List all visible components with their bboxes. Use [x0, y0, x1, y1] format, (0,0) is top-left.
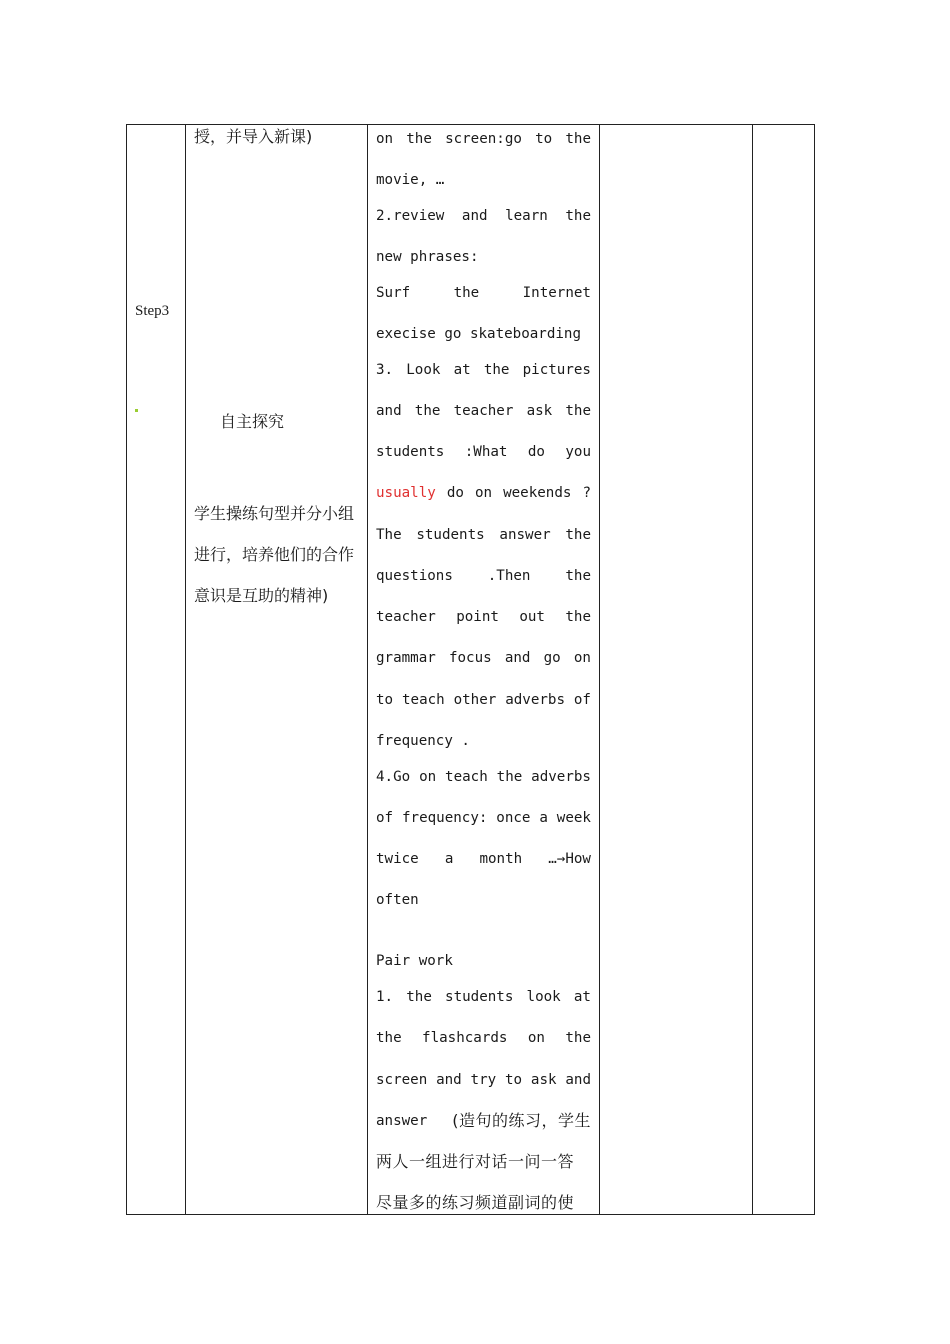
procedure-word: week	[556, 810, 591, 826]
procedure-word: the	[565, 403, 591, 419]
procedure-word: and	[504, 650, 531, 666]
procedure-word: a	[444, 851, 454, 867]
procedure-word: the	[414, 403, 441, 419]
procedure-line	[376, 566, 591, 586]
activity-cell	[186, 125, 367, 1214]
procedure-word: grammar	[376, 650, 436, 666]
procedure-line	[376, 987, 591, 1007]
procedure-line	[376, 607, 591, 627]
procedure-line	[376, 360, 591, 380]
procedure-word: to	[535, 131, 553, 147]
procedure-line	[376, 324, 591, 344]
activity-paragraph: 学生操练句型并分小组进行，培养他们的合作意识是互助的精神)	[194, 504, 355, 605]
procedure-word: ask	[530, 1072, 557, 1088]
procedure-line	[376, 129, 591, 149]
procedure-word: to	[504, 1072, 523, 1088]
procedure-word: Internet	[522, 285, 591, 301]
empty-cell	[753, 125, 815, 1214]
procedure-word: weekends	[503, 485, 572, 501]
procedure-word: and	[376, 403, 402, 419]
procedure-word: students	[416, 527, 485, 543]
procedure-word: adverbs	[531, 769, 591, 785]
procedure-word: answer	[376, 1113, 428, 1129]
procedure-word: on	[573, 650, 591, 666]
procedure-word: pictures	[522, 362, 591, 378]
procedure-word: screen:go	[445, 131, 522, 147]
procedure-cell	[368, 125, 599, 1214]
procedure-word: Pair work	[376, 953, 453, 969]
mark-dot	[135, 409, 138, 412]
procedure-word: try	[470, 1072, 497, 1088]
procedure-word: ?	[582, 485, 591, 501]
procedure-word: teacher	[376, 609, 436, 625]
procedure-word: and	[461, 208, 488, 224]
procedure-word: on	[527, 1030, 545, 1046]
procedure-line	[376, 283, 591, 303]
procedure-word: do	[527, 444, 545, 460]
procedure-word: a	[539, 810, 548, 826]
procedure-word: Surf	[376, 285, 411, 301]
procedure-word: month	[479, 851, 523, 867]
procedure-word: frequency:	[401, 810, 488, 826]
procedure-word: (造句的练习，学生	[452, 1111, 591, 1130]
procedure-word: the	[483, 362, 510, 378]
procedure-word: of	[376, 810, 394, 826]
procedure-word: the	[565, 568, 591, 584]
procedure-line	[376, 1193, 591, 1213]
procedure-word: focus	[448, 650, 492, 666]
procedure-word: at	[453, 362, 471, 378]
procedure-line	[376, 442, 591, 462]
procedure-word: on	[419, 769, 437, 785]
procedure-word: the	[406, 989, 432, 1005]
section-title: 自主探究	[220, 412, 285, 431]
procedure-line	[376, 1070, 591, 1090]
procedure-word: teach	[401, 692, 445, 708]
procedure-word: and	[565, 1072, 591, 1088]
procedure-word: 两人一组进行对话一问一答	[376, 1152, 575, 1171]
procedure-word: movie, …	[376, 172, 445, 188]
procedure-word: 3.	[376, 362, 394, 378]
procedure-word: do	[446, 485, 464, 501]
procedure-line	[376, 690, 591, 710]
empty-cell	[600, 125, 752, 1214]
procedure-word: other	[453, 692, 497, 708]
procedure-word: new phrases:	[376, 249, 479, 265]
procedure-word: …→How	[548, 851, 591, 867]
procedure-word: frequency .	[376, 733, 470, 749]
procedure-word: the	[406, 131, 432, 147]
procedure-word: teach	[445, 769, 488, 785]
procedure-line	[376, 849, 591, 869]
procedure-word: the	[565, 609, 591, 625]
procedure-word: the	[565, 527, 591, 543]
procedure-line	[376, 731, 591, 751]
procedure-word: 1.	[376, 989, 394, 1005]
procedure-word: often	[376, 892, 419, 908]
procedure-word: the	[565, 131, 591, 147]
procedure-line	[376, 951, 591, 971]
procedure-line	[376, 247, 591, 267]
procedure-word: the	[565, 208, 591, 224]
procedure-word: The	[376, 527, 402, 543]
procedure-word: teacher	[453, 403, 514, 419]
procedure-word: 尽量多的练习频道副词的使	[376, 1193, 575, 1212]
procedure-word: usually	[376, 485, 436, 501]
procedure-word: screen	[376, 1072, 428, 1088]
procedure-word: on	[474, 485, 493, 501]
procedure-line	[376, 1111, 591, 1131]
procedure-word: at	[573, 989, 591, 1005]
procedure-word: answer	[499, 527, 551, 543]
lesson-plan-table	[126, 124, 815, 1215]
procedure-word: 4.Go	[376, 769, 411, 785]
procedure-word: and	[436, 1072, 462, 1088]
step-label: Step3	[135, 303, 170, 319]
procedure-word: once	[496, 810, 531, 826]
procedure-line	[376, 648, 591, 668]
procedure-line	[376, 206, 591, 226]
procedure-line	[376, 525, 591, 545]
procedure-word: on	[376, 131, 394, 147]
procedure-word: Look	[406, 362, 441, 378]
procedure-line	[376, 767, 591, 787]
procedure-word: .Then	[487, 568, 531, 584]
procedure-line	[376, 808, 591, 828]
procedure-word: of	[573, 692, 591, 708]
procedure-line	[376, 170, 591, 190]
procedure-line	[376, 1028, 591, 1048]
procedure-word: point	[456, 609, 499, 625]
procedure-word: learn	[505, 208, 548, 224]
procedure-word: twice	[376, 851, 419, 867]
procedure-word: the	[453, 285, 480, 301]
procedure-word: :What	[464, 444, 508, 460]
procedure-word: ask	[526, 403, 553, 419]
procedure-word: 2.review	[376, 208, 445, 224]
procedure-word: the	[496, 769, 523, 785]
step-cell	[127, 125, 185, 1214]
procedure-word: the	[565, 1030, 591, 1046]
procedure-line	[376, 890, 591, 910]
procedure-line	[376, 1152, 591, 1172]
procedure-word: the	[376, 1030, 402, 1046]
procedure-word: look	[526, 989, 561, 1005]
procedure-word: questions	[376, 568, 453, 584]
procedure-line	[376, 401, 591, 421]
procedure-word: you	[565, 444, 591, 460]
procedure-word: students	[445, 989, 514, 1005]
procedure-word: out	[519, 609, 545, 625]
procedure-word: students	[376, 444, 445, 460]
procedure-word: execise go skateboarding	[376, 326, 581, 342]
procedure-word: to	[376, 692, 394, 708]
procedure-word: adverbs	[505, 692, 565, 708]
procedure-line	[376, 483, 591, 503]
activity-top-text: 授，并导入新课)	[194, 127, 313, 146]
procedure-word: flashcards	[422, 1030, 508, 1046]
procedure-word: go	[543, 650, 561, 666]
